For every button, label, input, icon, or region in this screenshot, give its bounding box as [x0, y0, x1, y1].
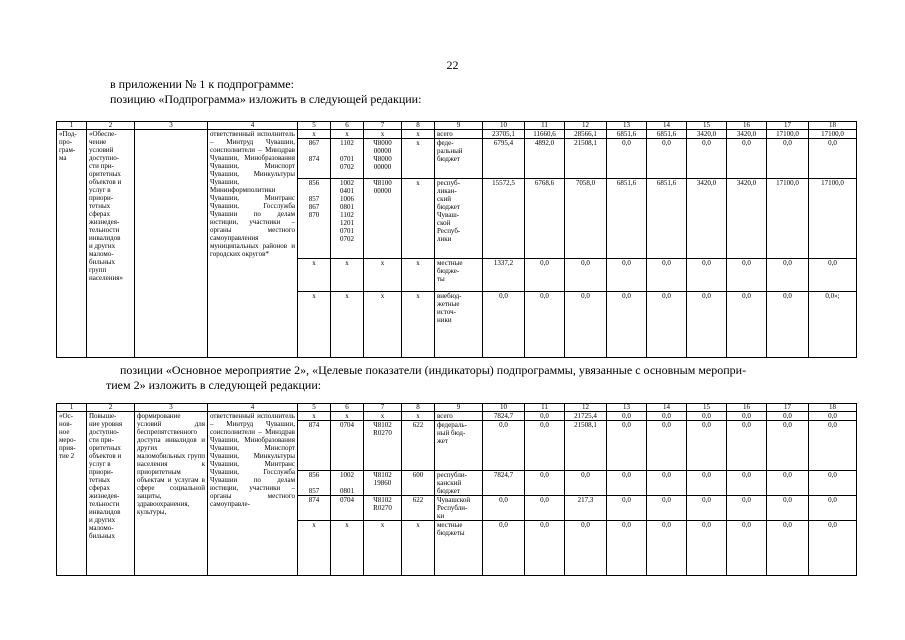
- amount-cell: 0,0: [647, 521, 687, 576]
- expense-type-cell: x: [402, 130, 435, 139]
- amount-cell: 0,0: [483, 496, 525, 521]
- grbs-cell: x: [298, 292, 331, 358]
- amount-cell: 0,0: [767, 521, 809, 576]
- amount-cell: 23705,1: [483, 130, 525, 139]
- column-number: 7: [364, 404, 402, 412]
- amount-cell: 0,0: [647, 421, 687, 471]
- expense-type-cell: x: [402, 259, 435, 292]
- amount-cell: 0,0: [687, 259, 727, 292]
- amount-cell: 6851,6: [647, 179, 687, 259]
- amount-cell: 0,0: [727, 139, 767, 179]
- amount-cell: 3420,0: [687, 130, 727, 139]
- target-article-cell: x: [364, 259, 402, 292]
- amount-cell: 0,0: [483, 421, 525, 471]
- column-number: 5: [298, 122, 331, 130]
- section2-line-1: позиции «Основное мероприятие 2», «Целевые показатели (индикаторы) подпрограммы, увязанные с основным меропри-: [120, 363, 747, 377]
- section-cell: x: [331, 412, 364, 421]
- amount-cell: 0,0: [565, 471, 607, 496]
- title-cell: «Обеспе- чение условий доступно- сти при- оритетных объектов и услуг в приори- тетных сферах жизнедея- тельности инвалидов и других маломо- бильных групп населения»: [87, 130, 135, 358]
- amount-cell: 3420,0: [687, 179, 727, 259]
- column-number: 16: [727, 404, 767, 412]
- column-number: 2: [87, 404, 135, 412]
- table-row: [57, 412, 857, 421]
- grbs-cell: 856 857 867 870: [298, 179, 331, 259]
- amount-cell: 0,0: [647, 412, 687, 421]
- amount-cell: 21508,1: [565, 139, 607, 179]
- section-cell: x: [331, 521, 364, 576]
- amount-cell: 0,0: [687, 292, 727, 358]
- amount-cell: 0,0: [727, 412, 767, 421]
- amount-cell: 0,0: [525, 412, 565, 421]
- amount-cell: 0,0: [565, 521, 607, 576]
- amount-cell: 0,0: [767, 471, 809, 496]
- amount-cell: 6851,6: [607, 179, 647, 259]
- amount-cell: 28566,1: [565, 130, 607, 139]
- amount-cell: 0,0: [647, 139, 687, 179]
- intro-line-1: в приложении № 1 к подпрограмме:: [110, 77, 294, 91]
- amount-cell: 0,0»;: [809, 292, 857, 358]
- column-number: 9: [435, 404, 483, 412]
- amount-cell: 0,0: [767, 139, 809, 179]
- amount-cell: 0,0: [767, 259, 809, 292]
- table-row: [57, 130, 857, 139]
- section2-line-2: тием 2» изложить в следующей редакции:: [106, 378, 322, 392]
- target-article-cell: x: [364, 130, 402, 139]
- amount-cell: 0,0: [607, 292, 647, 358]
- target-article-cell: Ч8000 00000 Ч8000 00000: [364, 139, 402, 179]
- amount-cell: 0,0: [565, 292, 607, 358]
- column-number: 3: [135, 122, 208, 130]
- expense-type-cell: x: [402, 292, 435, 358]
- column-number: 2: [87, 122, 135, 130]
- amount-cell: 0,0: [647, 496, 687, 521]
- grbs-cell: 856 857: [298, 471, 331, 496]
- grbs-cell: x: [298, 130, 331, 139]
- column-number: 18: [809, 404, 857, 412]
- amount-cell: 0,0: [607, 471, 647, 496]
- column-number: 3: [135, 404, 208, 412]
- amount-cell: 0,0: [607, 139, 647, 179]
- amount-cell: 0,0: [727, 259, 767, 292]
- column-number: 10: [483, 122, 525, 130]
- amount-cell: 0,0: [687, 139, 727, 179]
- amount-cell: 0,0: [647, 471, 687, 496]
- column-number: 7: [364, 122, 402, 130]
- amount-cell: 0,0: [727, 496, 767, 521]
- amount-cell: 15572,5: [483, 179, 525, 259]
- funding-source-cell: внебюд- жетные источ- ники: [435, 292, 483, 358]
- column-number: 12: [565, 122, 607, 130]
- section-cell: 1002 0801: [331, 471, 364, 496]
- amount-cell: 0,0: [809, 259, 857, 292]
- target-article-cell: Ч8102 R0270: [364, 496, 402, 521]
- amount-cell: 0,0: [525, 496, 565, 521]
- amount-cell: 17100,0: [809, 179, 857, 259]
- column-number: 1: [57, 404, 87, 412]
- column-number: 17: [767, 404, 809, 412]
- column-number: 4: [208, 122, 298, 130]
- amount-cell: 0,0: [525, 471, 565, 496]
- target-article-cell: Ч8102 R0270: [364, 421, 402, 471]
- target-article-cell: Ч8102 19860: [364, 471, 402, 496]
- amount-cell: 0,0: [647, 259, 687, 292]
- amount-cell: 0,0: [809, 471, 857, 496]
- column-number: 13: [607, 404, 647, 412]
- expense-type-cell: x: [402, 139, 435, 179]
- amount-cell: 0,0: [607, 259, 647, 292]
- amount-cell: 17100,0: [809, 130, 857, 139]
- column-number: 5: [298, 404, 331, 412]
- subprogram-table: [56, 121, 857, 358]
- goal-cell: [135, 130, 208, 358]
- amount-cell: 0,0: [607, 496, 647, 521]
- column-number-row: [57, 122, 857, 130]
- amount-cell: 6768,6: [525, 179, 565, 259]
- amount-cell: 0,0: [687, 521, 727, 576]
- column-number: 6: [331, 122, 364, 130]
- amount-cell: 7824,7: [483, 412, 525, 421]
- amount-cell: 0,0: [727, 421, 767, 471]
- amount-cell: 6851,6: [647, 130, 687, 139]
- column-number: 15: [687, 404, 727, 412]
- grbs-cell: x: [298, 521, 331, 576]
- column-number: 18: [809, 122, 857, 130]
- section-cell: 1002 0401 1006 0801 1102 1201 0701 0702: [331, 179, 364, 259]
- amount-cell: 0,0: [483, 521, 525, 576]
- amount-cell: 0,0: [525, 521, 565, 576]
- column-number: 17: [767, 122, 809, 130]
- column-number: 1: [57, 122, 87, 130]
- column-number: 8: [402, 404, 435, 412]
- expense-type-cell: x: [402, 412, 435, 421]
- target-article-cell: Ч8100 00000: [364, 179, 402, 259]
- expense-type-cell: 622: [402, 421, 435, 471]
- amount-cell: 7058,0: [565, 179, 607, 259]
- amount-cell: 0,0: [525, 421, 565, 471]
- amount-cell: 6851,6: [607, 130, 647, 139]
- amount-cell: 0,0: [727, 292, 767, 358]
- target-article-cell: x: [364, 412, 402, 421]
- amount-cell: 0,0: [525, 259, 565, 292]
- column-number: 8: [402, 122, 435, 130]
- funding-source-cell: Чувашской Республи- ки: [435, 496, 483, 521]
- section-cell: x: [331, 292, 364, 358]
- row-code-cell: «Ос- нов- ное меро- прия- тие 2: [57, 412, 87, 576]
- column-number: 14: [647, 122, 687, 130]
- column-number-row: [57, 404, 857, 412]
- target-article-cell: x: [364, 292, 402, 358]
- column-number: 16: [727, 122, 767, 130]
- amount-cell: 0,0: [809, 421, 857, 471]
- column-number: 6: [331, 404, 364, 412]
- funding-source-cell: всего: [435, 130, 483, 139]
- grbs-cell: 867 874: [298, 139, 331, 179]
- amount-cell: 0,0: [809, 412, 857, 421]
- funding-source-cell: местные бюджеты: [435, 521, 483, 576]
- amount-cell: 0,0: [607, 521, 647, 576]
- page-number: 22: [446, 58, 459, 72]
- grbs-cell: x: [298, 259, 331, 292]
- section-cell: x: [331, 130, 364, 139]
- amount-cell: 0,0: [607, 412, 647, 421]
- amount-cell: 3420,0: [727, 130, 767, 139]
- expense-type-cell: 622: [402, 496, 435, 521]
- funding-source-cell: респуб- ликан- ский бюджет Чуваш- ской Респуб- лики: [435, 179, 483, 259]
- grbs-cell: x: [298, 412, 331, 421]
- goal-cell: формирование условий для беспрепятственного доступа инвалидов и других маломобильных групп населения к приоритетным объектам и услугам в сфере социальной защиты, здравоохранения, культуры,: [135, 412, 208, 576]
- main-activity-table: [56, 403, 857, 576]
- column-number: 13: [607, 122, 647, 130]
- amount-cell: 0,0: [525, 292, 565, 358]
- amount-cell: 0,0: [767, 292, 809, 358]
- intro-line-2: позицию «Подпрограмма» изложить в следующей редакции:: [110, 92, 422, 106]
- amount-cell: 0,0: [809, 139, 857, 179]
- amount-cell: 0,0: [687, 496, 727, 521]
- executors-cell: ответственный исполнитель – Минтруд Чувашии, соисполнители – Минздрав Чувашии, Минобразования Чувашии, Минспорт Чувашии, Минкультуры Чувашии, Мининформполитики Чувашии, Минтранс Чувашии, Госслужба Чувашии по делам юстиции, участники – органы местного самоуправления муниципальных районов и городских округов*: [208, 130, 298, 358]
- amount-cell: 0,0: [727, 521, 767, 576]
- amount-cell: 3420,0: [727, 179, 767, 259]
- amount-cell: 0,0: [647, 292, 687, 358]
- amount-cell: 1337,2: [483, 259, 525, 292]
- amount-cell: 0,0: [767, 421, 809, 471]
- grbs-cell: 874: [298, 496, 331, 521]
- amount-cell: 21725,4: [565, 412, 607, 421]
- amount-cell: 17100,0: [767, 130, 809, 139]
- executors-cell: ответственный исполнитель – Минтруд Чувашии, соисполнители – Минздрав Чувашии, Минобразования Чувашии, Минспорт Чувашии, Минкультуры Чувашии, Минтранс Чувашии, Госслужба Чувашии по делам юстиции, участники – органы местного самоуправле-: [208, 412, 298, 576]
- funding-source-cell: республи- канский бюджет: [435, 471, 483, 496]
- column-number: 11: [525, 404, 565, 412]
- amount-cell: 0,0: [687, 412, 727, 421]
- amount-cell: 11660,6: [525, 130, 565, 139]
- amount-cell: 0,0: [809, 496, 857, 521]
- amount-cell: 0,0: [727, 471, 767, 496]
- amount-cell: 0,0: [483, 292, 525, 358]
- amount-cell: 21508,1: [565, 421, 607, 471]
- section-cell: 0704: [331, 496, 364, 521]
- amount-cell: 217,3: [565, 496, 607, 521]
- amount-cell: 0,0: [687, 471, 727, 496]
- amount-cell: 0,0: [687, 421, 727, 471]
- expense-type-cell: x: [402, 179, 435, 259]
- funding-source-cell: местные бюдже- ты: [435, 259, 483, 292]
- amount-cell: 0,0: [607, 421, 647, 471]
- column-number: 11: [525, 122, 565, 130]
- column-number: 14: [647, 404, 687, 412]
- amount-cell: 17100,0: [767, 179, 809, 259]
- column-number: 4: [208, 404, 298, 412]
- amount-cell: 0,0: [565, 259, 607, 292]
- section-cell: x: [331, 259, 364, 292]
- amount-cell: 0,0: [809, 521, 857, 576]
- column-number: 12: [565, 404, 607, 412]
- title-cell: Повыше- ние уровня доступно- сти при- оритетных объектов и услуг в приори- тетных сферах жизнедея- тельности инвалидов и других маломо- бильных: [87, 412, 135, 576]
- expense-type-cell: 600: [402, 471, 435, 496]
- column-number: 10: [483, 404, 525, 412]
- funding-source-cell: федераль- ный бюд- жет: [435, 421, 483, 471]
- target-article-cell: x: [364, 521, 402, 576]
- column-number: 15: [687, 122, 727, 130]
- column-number: 9: [435, 122, 483, 130]
- amount-cell: 0,0: [767, 412, 809, 421]
- section-cell: 1102 0701 0702: [331, 139, 364, 179]
- amount-cell: 0,0: [767, 496, 809, 521]
- funding-source-cell: феде- ральный бюджет: [435, 139, 483, 179]
- amount-cell: 7824,7: [483, 471, 525, 496]
- row-code-cell: «Под- про- грам- ма: [57, 130, 87, 358]
- amount-cell: 6795,4: [483, 139, 525, 179]
- expense-type-cell: x: [402, 521, 435, 576]
- grbs-cell: 874: [298, 421, 331, 471]
- amount-cell: 4892,0: [525, 139, 565, 179]
- funding-source-cell: всего: [435, 412, 483, 421]
- section-cell: 0704: [331, 421, 364, 471]
